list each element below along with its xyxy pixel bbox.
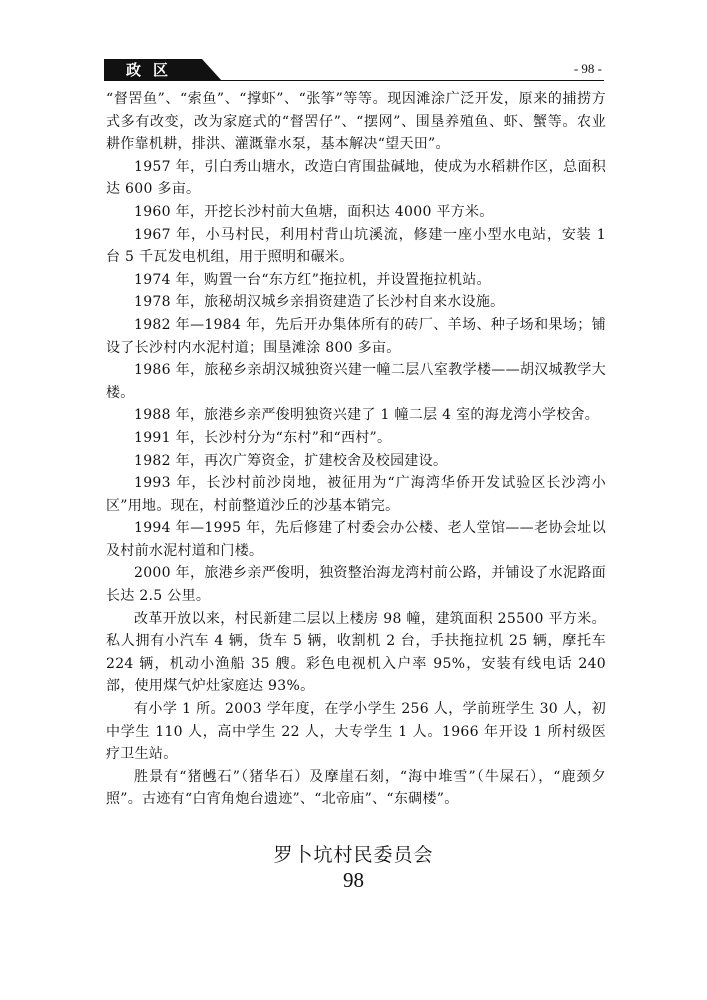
paragraph: 1982 年—1984 年，先后开办集体所有的砖厂、羊场、种子场和果场；铺设了长沙村内水泥村道；围垦滩涂 800 多亩。: [106, 316, 606, 356]
header-page-marker: - 98 -: [573, 61, 602, 76]
section-label: 政区: [126, 61, 181, 79]
footer-page-number: 98: [343, 868, 364, 892]
paragraph: “督罟鱼”、“索鱼”、“撑虾”、“张筝”等等。现因滩涂广泛开发，原来的捕捞方式多有改变，改为家庭式的“督罟仔”、“摆网”、围垦养殖鱼、虾、蟹等。农业耕作靠机耕，排洪、灌溉靠水泵，基本解决“望天田”。: [106, 91, 606, 153]
paragraph: 1982 年，再次广筹资金，扩建校舍及校园建设。: [134, 452, 448, 469]
paragraph: 1986 年，旅秘乡亲胡汉城独资兴建一幢二层八室教学楼——胡汉城教学大楼。: [106, 362, 606, 401]
paragraph: 1957 年，引白秀山塘水，改造白宵围盐碱地，使成为水稻耕作区，总面积达 600 多亩。: [106, 158, 606, 198]
section-tab: [104, 59, 224, 81]
paragraph: 改革开放以来，村民新建二层以上楼房 98 幢，建筑面积 25500 平方米。私人拥有小汽车 4 辆，货车 5 辆，收割机 2 台，手扶拖拉机 25 辆，摩托车 224 辆，机动小渔船 35 艘。彩色电视机入户率 95%，安装有线电话 240 部，使用煤气炉灶家庭达 93%。: [106, 610, 606, 695]
paragraph: 1974 年，购置一台“东方红”拖拉机，并设置拖拉机站。: [134, 271, 491, 288]
paragraph: 1994 年—1995 年，先后修建了村委会办公楼、老人堂馆——老协会址以及村前水泥村道和门楼。: [106, 520, 606, 559]
paragraph: 胜景有“猪乸石”（猪华石）及摩崖石刻，“海中堆雪”（牛屎石），“鹿颈夕照”。古迹有“白宵角炮台遗迹”、“北帝庙”、“东碉楼”。: [106, 768, 606, 808]
paragraph: 1967 年，小马村民，利用村背山坑溪流，修建一座小型水电站，安装 1 台 5 千瓦发电机组，用于照明和碾米。: [106, 226, 606, 266]
paragraph: 有小学 1 所。2003 学年度，在学小学生 256 人，学前班学生 30 人，初中学生 110 人，高中学生 22 人，大专学生 1 人。1966 年开设 1 所村级医疗卫生站。: [106, 701, 606, 763]
paragraph: 1991 年，长沙村分为“东村”和“西村”。: [134, 429, 392, 446]
body-text: [106, 88, 606, 811]
paragraph: 1960 年，开挖长沙村前大鱼塘，面积达 4000 平方米。: [134, 203, 494, 220]
paragraph: 2000 年，旅港乡亲严俊明，独资整治海龙湾村前公路，并铺设了水泥路面长达 2.5 公里。: [106, 565, 606, 605]
footer-section-title: 罗卜坑村民委员会: [273, 844, 434, 866]
running-header: [104, 59, 604, 81]
paragraph: 1988 年，旅港乡亲严俊明独资兴建了 1 幢二层 4 室的海龙湾小学校舍。: [134, 407, 600, 424]
paragraph: 1993 年，长沙村前沙岗地，被征用为“广海湾华侨开发试验区长沙湾小区”用地。现在，村前整道沙丘的沙基本销完。: [106, 475, 606, 514]
header-rule: [204, 80, 604, 81]
paragraph: 1978 年，旅秘胡汉城乡亲捐资建造了长沙村自来水设施。: [134, 294, 505, 311]
